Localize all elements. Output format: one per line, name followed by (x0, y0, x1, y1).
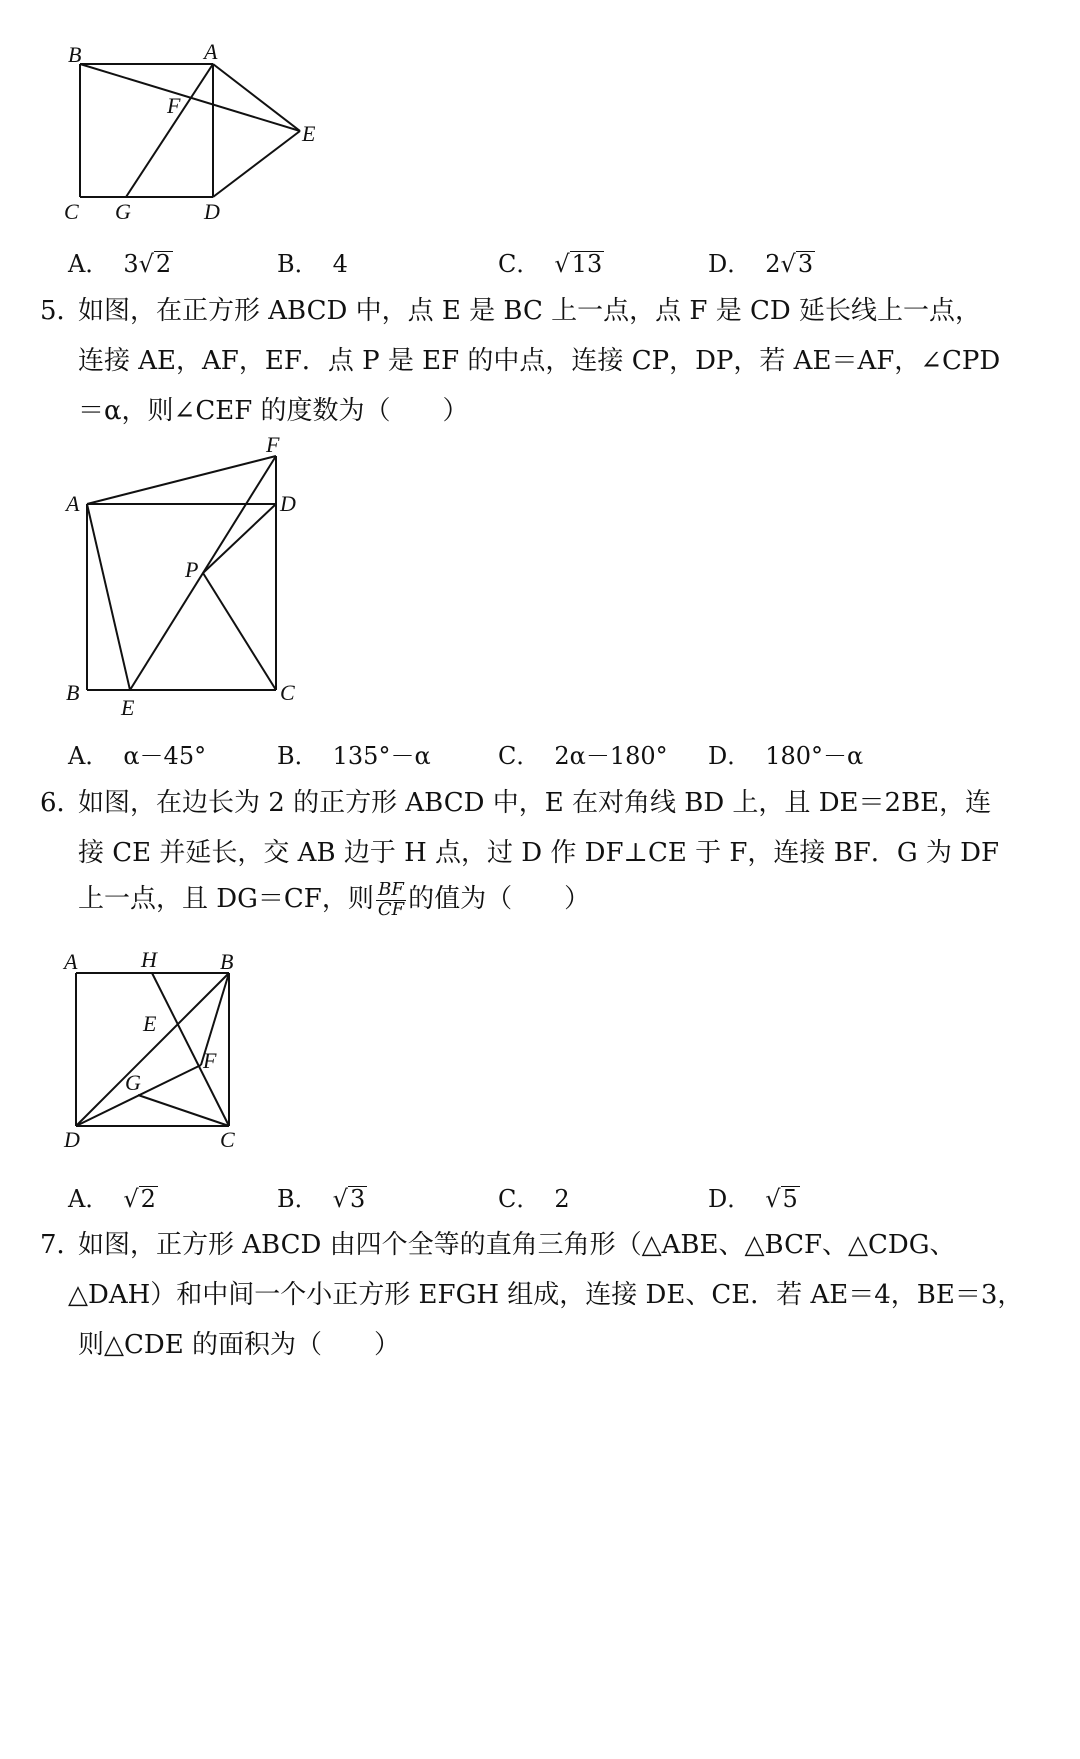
q4-option-a[interactable]: A． 3√2 (68, 250, 172, 278)
q6-label-F: F (203, 1048, 217, 1073)
q5-line-1: 5．如图，在正方形 ABCD 中，点 E 是 BC 上一点，点 F 是 CD 延长线上一点， (40, 296, 981, 326)
q5-seg-AF (87, 456, 276, 504)
q6-label-B: B (220, 949, 234, 974)
sqrt-symbol: √3 (332, 1185, 366, 1213)
q5-label-A: A (66, 491, 80, 516)
q5-option-d[interactable]: D． 180°－α (708, 742, 864, 770)
q4-option-b[interactable]: B． 4 (277, 250, 348, 278)
q4-label-B: B (68, 42, 82, 67)
q5-option-a[interactable]: A． α－45° (68, 742, 207, 770)
q5-options (0, 736, 1080, 776)
q4-label-F: F (167, 93, 181, 118)
q4-label-D: D (204, 199, 220, 224)
q4-option-c[interactable]: C． √13 (498, 250, 603, 278)
q6-label-E: E (143, 1011, 157, 1036)
fraction-bf-over-cf: $\frac{BF}{CF}$ (377, 878, 405, 920)
sqrt-symbol: √13 (554, 250, 603, 278)
sqrt-symbol: √2 (138, 250, 172, 278)
q6-line-3: 上一点，且 DG＝CF，则 $\frac{BF}{CF}$ 的值为（ ） (78, 878, 591, 920)
q5-line-2: 连接 AE，AF，EF．点 P 是 EF 的中点，连接 CP，DP，若 AE＝AF，∠CPD (78, 346, 1001, 376)
q6-label-C: C (220, 1127, 235, 1152)
sqrt-symbol: √2 (123, 1185, 156, 1213)
q4-label-E: E (302, 121, 316, 146)
q6-option-d[interactable]: D． √5 (708, 1185, 798, 1213)
q5-seg-PC (203, 573, 276, 690)
q6-line-1: 6．如图，在边长为 2 的正方形 ABCD 中，E 在对角线 BD 上，且 DE＝2BE，连 (40, 788, 992, 818)
q7-line-3: 则△CDE 的面积为（ ） (78, 1330, 400, 1360)
q5-stem (40, 290, 1040, 426)
q4-option-d[interactable]: D． 2√3 (708, 250, 814, 278)
q5-option-c[interactable]: C． 2α－180° (498, 742, 668, 770)
q5-label-C: C (280, 680, 295, 705)
q6-label-H: H (141, 947, 157, 972)
q4-label-G: G (115, 199, 131, 224)
q4-seg-AE (213, 64, 300, 131)
q4-figure (60, 40, 360, 240)
q6-options (0, 1179, 1080, 1219)
q4-options (0, 244, 1080, 284)
q6-figure (60, 945, 250, 1160)
q5-line-3: ＝α，则∠CEF 的度数为（ ） (78, 396, 469, 426)
q5-label-P: P (185, 557, 199, 582)
q7-line-1: 7．如图，正方形 ABCD 由四个全等的直角三角形（△ABE、△BCF、△CDG、 (40, 1230, 956, 1260)
q4-label-A: A (204, 39, 218, 64)
q5-label-D: D (280, 491, 296, 516)
q6-stem (40, 782, 1040, 932)
q5-figure (60, 430, 320, 720)
q6-option-c[interactable]: C． 2 (498, 1185, 570, 1213)
q6-label-A: A (64, 949, 78, 974)
q6-line-2: 接 CE 并延长，交 AB 边于 H 点，过 D 作 DF⊥CE 于 F，连接 BF．G 为 DF (78, 838, 1000, 868)
q6-label-G: G (125, 1070, 141, 1095)
q5-label-E: E (121, 695, 135, 720)
q7-line-2: △DAH）和中间一个小正方形 EFGH 组成，连接 DE、CE．若 AE＝4，BE＝3， (68, 1280, 1024, 1310)
q6-label-D: D (64, 1127, 80, 1152)
q4-label-C: C (64, 199, 79, 224)
sqrt-symbol: √5 (765, 1185, 798, 1213)
q4-seg-DE (213, 131, 300, 197)
q5-label-F: F (266, 432, 280, 457)
q4-seg-AG (126, 64, 213, 197)
q5-option-b[interactable]: B． 135°－α (277, 742, 431, 770)
q6-option-b[interactable]: B． √3 (277, 1185, 366, 1213)
q5-label-B: B (66, 680, 80, 705)
q6-option-a[interactable]: A． √2 (68, 1185, 156, 1213)
sqrt-symbol: √3 (780, 250, 814, 278)
q7-stem (40, 1224, 1040, 1364)
q5-seg-AE (87, 504, 130, 690)
